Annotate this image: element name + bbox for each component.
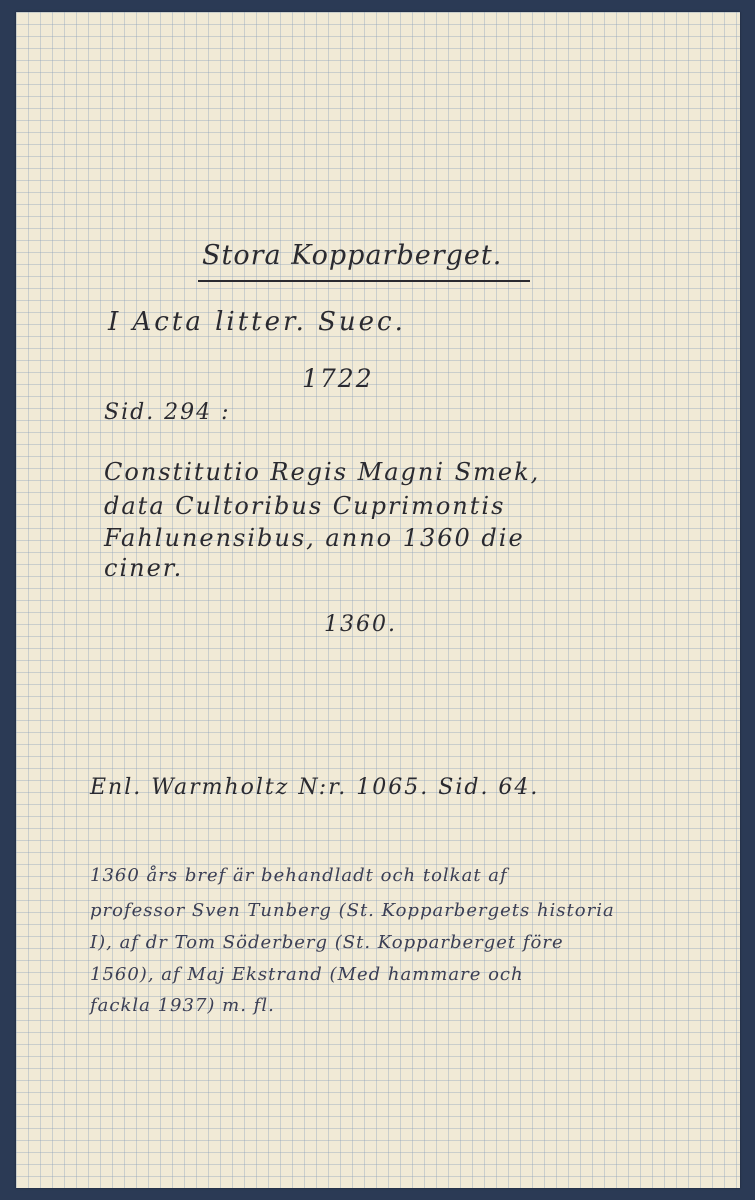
- page-reference: Sid. 294 :: [104, 400, 231, 425]
- constitutio-line-1: Constitutio Regis Magni Smek,: [104, 458, 541, 486]
- source-line: I Acta litter. Suec.: [108, 307, 406, 337]
- note-line-1: 1360 års bref är behandladt och tolkat af: [90, 865, 508, 886]
- note-line-3: I), af dr Tom Söderberg (St. Kopparberget före: [90, 932, 564, 953]
- document-page: [16, 12, 740, 1188]
- document-title: Stora Kopparberget.: [202, 240, 503, 271]
- constitutio-line-3: Fahlunensibus, anno 1360 die: [104, 524, 525, 552]
- constitutio-line-4: ciner.: [104, 554, 184, 582]
- warmholtz-reference: Enl. Warmholtz N:r. 1065. Sid. 64.: [90, 775, 540, 800]
- note-line-4: 1560), af Maj Ekstrand (Med hammare och: [90, 964, 524, 985]
- year-1360: 1360.: [324, 612, 397, 637]
- note-line-5: fackla 1937) m. fl.: [90, 995, 275, 1016]
- note-line-2: professor Sven Tunberg (St. Kopparbergets historia: [90, 900, 615, 921]
- title-underline: [198, 280, 530, 282]
- constitutio-line-2: data Cultoribus Cuprimontis: [104, 492, 506, 520]
- year-1722: 1722: [302, 364, 374, 393]
